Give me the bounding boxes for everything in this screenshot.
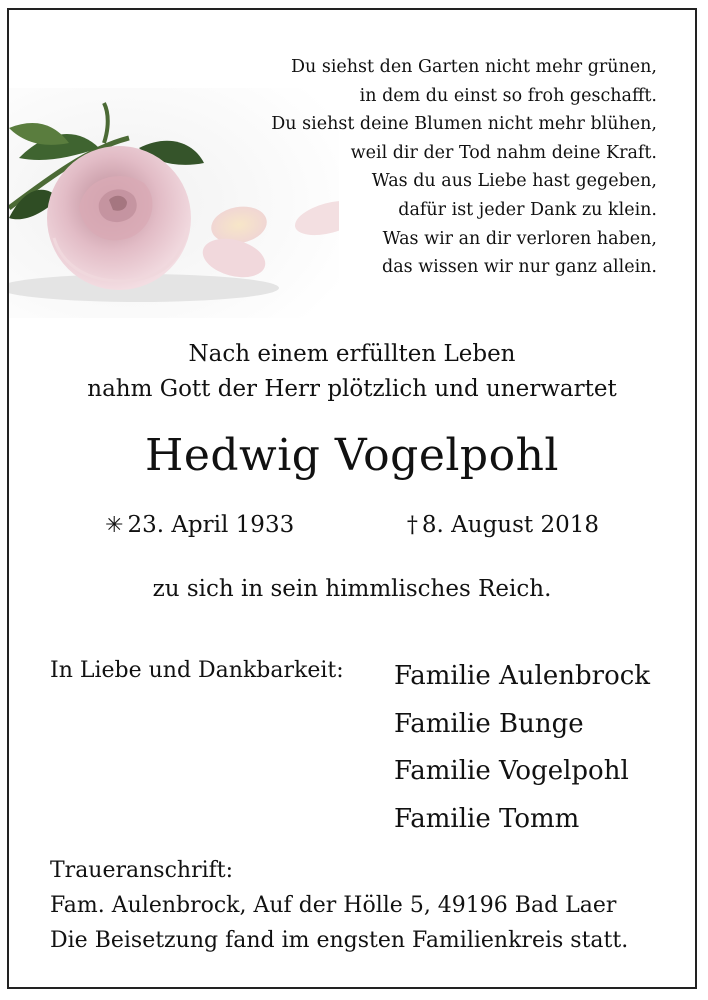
intro-line: nahm Gott der Herr plötzlich und unerwartet — [87, 376, 617, 402]
death-cross-icon: † — [406, 513, 418, 538]
poem-line: Du siehst deine Blumen nicht mehr blühen, — [271, 114, 657, 135]
intro-text — [9, 337, 695, 407]
poem-line: dafür ist jeder Dank zu klein. — [398, 199, 657, 220]
family-name: Familie Tomm — [394, 803, 580, 834]
death-date-value: 8. August 2018 — [421, 512, 599, 538]
death-date — [407, 512, 599, 538]
mourners-label: In Liebe und Dankbarkeit: — [50, 658, 344, 683]
poem-line: Was wir an dir verloren haben, — [382, 228, 657, 249]
mourning-address — [50, 853, 616, 923]
poem-line: das wissen wir nur ganz allein. — [382, 257, 657, 278]
intro-line: Nach einem erfüllten Leben — [188, 341, 516, 367]
poem-line: Du siehst den Garten nicht mehr grünen, — [290, 57, 657, 77]
poem-line: in dem du einst so froh geschafft. — [359, 85, 657, 106]
poem — [271, 53, 657, 282]
family-name: Familie Aulenbrock — [394, 661, 651, 691]
mourners-list — [394, 653, 650, 843]
birth-date — [105, 512, 294, 538]
burial-note: Die Beisetzung fand im engsten Familienkreis statt. — [50, 928, 629, 953]
obituary-frame — [7, 8, 697, 989]
poem-line: weil dir der Tod nahm deine Kraft. — [350, 142, 657, 163]
birth-star-icon: ✳ — [105, 513, 124, 538]
deceased-name: Hedwig Vogelpohl — [144, 430, 560, 481]
address-value: Fam. Aulenbrock, Auf der Hölle 5, 49196 Bad Laer — [50, 893, 617, 918]
closing-text: zu sich in sein himmlisches Reich. — [152, 576, 552, 602]
poem-line: Was du aus Liebe hast gegeben, — [371, 171, 657, 192]
address-label: Traueranschrift: — [50, 858, 234, 883]
birth-date-value: 23. April 1933 — [127, 512, 295, 538]
family-name: Familie Vogelpohl — [394, 756, 629, 786]
family-name: Familie Bunge — [394, 708, 584, 739]
